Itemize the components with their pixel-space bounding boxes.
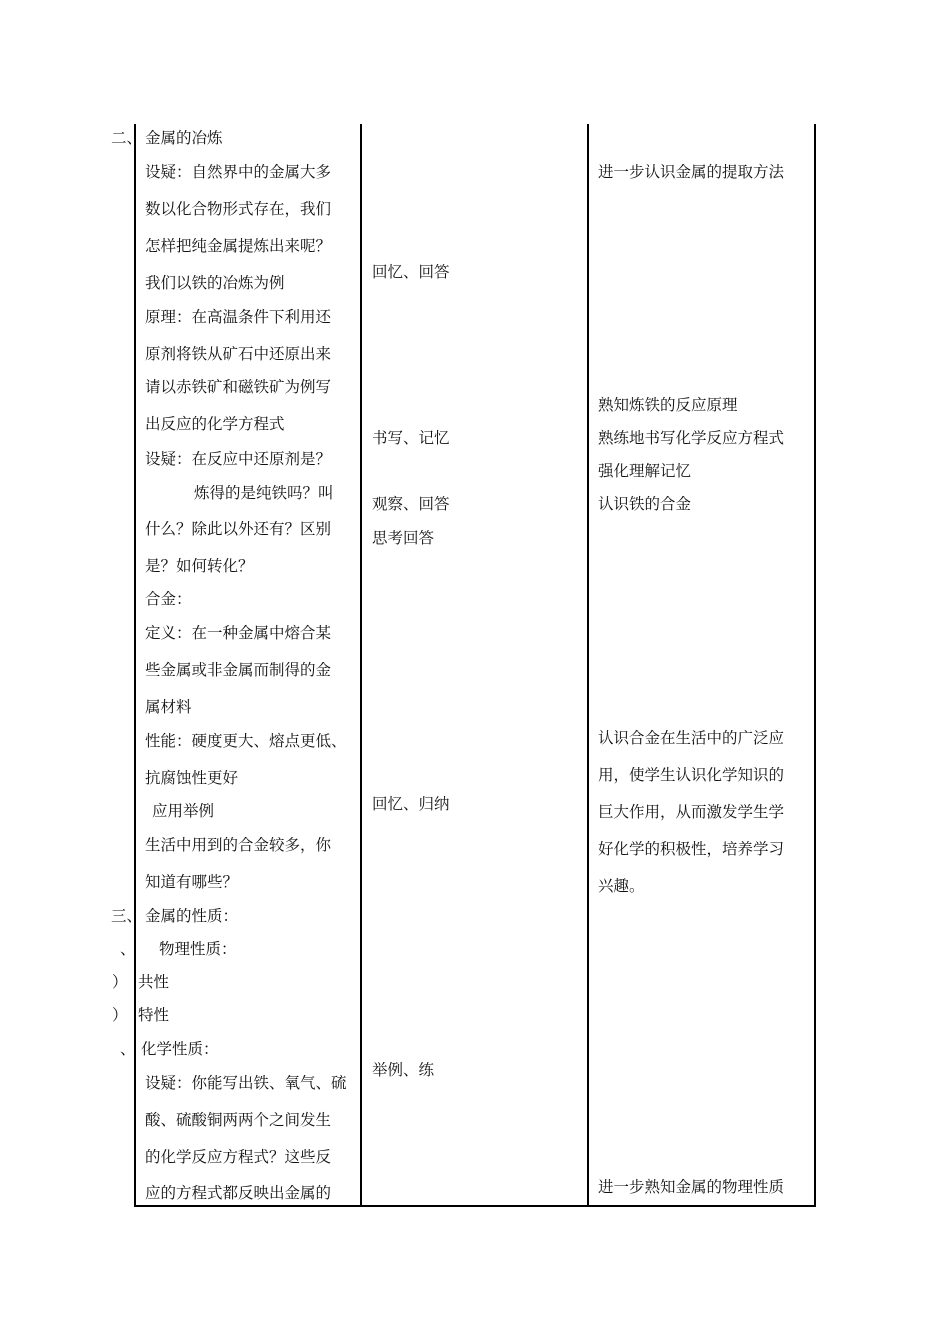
- table-bottom-border: [134, 1205, 816, 1207]
- teacher-text-line: 酸、硫酸铜两两个之间发生: [145, 1111, 332, 1129]
- teacher-text-line: 特性: [138, 1006, 170, 1024]
- teacher-text-line: 应用举例: [152, 802, 215, 820]
- student-text-line: 回忆、回答: [372, 263, 450, 281]
- student-text-line: 思考回答: [372, 529, 435, 547]
- teacher-text-line: ）: [112, 973, 128, 991]
- teacher-text-line: 、: [120, 1040, 136, 1058]
- intent-text-line: 兴趣。: [598, 877, 645, 895]
- teacher-text-line: 的化学反应方程式？这些反: [145, 1148, 332, 1166]
- teacher-text-line: 设疑：自然界中的金属大多: [145, 163, 332, 181]
- teacher-text-line: 些金属或非金属而制得的金: [145, 661, 332, 679]
- teacher-text-line: 设疑：在反应中还原剂是？: [145, 450, 332, 468]
- intent-text-line: 巨大作用，从而激发学生学: [598, 803, 785, 821]
- teacher-text-line: 合金：: [145, 590, 192, 608]
- intent-text-line: 熟知炼铁的反应原理: [598, 396, 738, 414]
- intent-text-line: 认识合金在生活中的广泛应: [598, 729, 785, 747]
- teacher-text-line: 物理性质：: [159, 940, 237, 958]
- teacher-text-line: 定义：在一种金属中熔合某: [145, 624, 332, 642]
- intent-text-line: 熟练地书写化学反应方程式: [598, 429, 785, 447]
- teacher-text-line: 性能：硬度更大、熔点更低、: [145, 732, 347, 750]
- student-text-line: 举例、练: [372, 1061, 435, 1079]
- teacher-text-line: 我们以铁的冶炼为例: [145, 274, 285, 292]
- teacher-text-line: 炼得的是纯铁吗？叫: [194, 484, 334, 502]
- teacher-text-line: 二、: [111, 129, 143, 147]
- intent-text-line: 进一步认识金属的提取方法: [598, 163, 785, 181]
- student-text-line: 书写、记忆: [372, 429, 450, 447]
- intent-text-line: 用，使学生认识化学知识的: [598, 766, 785, 784]
- teacher-text-line: ）: [112, 1006, 128, 1024]
- teacher-text-line: 金属的性质：: [145, 907, 239, 925]
- teacher-text-line: 化学性质：: [141, 1040, 219, 1058]
- teacher-text-line: 、: [120, 940, 136, 958]
- teacher-text-line: 生活中用到的合金较多，你: [145, 836, 332, 854]
- teacher-text-line: 设疑：你能写出铁、氧气、硫: [145, 1074, 347, 1092]
- intent-text-line: 进一步熟知金属的物理性质: [598, 1178, 785, 1196]
- table-column-divider-2: [587, 124, 589, 1207]
- intent-text-line: 好化学的积极性，培养学习: [598, 840, 785, 858]
- intent-text-line: 认识铁的合金: [598, 495, 692, 513]
- teacher-text-line: 三、: [111, 907, 143, 925]
- teacher-text-line: 共性: [138, 973, 170, 991]
- teacher-text-line: 属材料: [145, 698, 192, 716]
- table-right-border: [814, 124, 816, 1207]
- teacher-text-line: 请以赤铁矿和磁铁矿为例写: [145, 378, 332, 396]
- teacher-text-line: 数以化合物形式存在，我们: [145, 200, 332, 218]
- student-text-line: 观察、回答: [372, 495, 450, 513]
- teacher-text-line: 原理：在高温条件下利用还: [145, 308, 332, 326]
- teacher-text-line: 抗腐蚀性更好: [145, 769, 239, 787]
- student-text-line: 回忆、归纳: [372, 795, 450, 813]
- teacher-text-line: 知道有哪些？: [145, 873, 239, 891]
- table-column-divider-1: [360, 124, 362, 1207]
- teacher-text-line: 应的方程式都反映出金属的: [145, 1184, 332, 1202]
- teacher-text-line: 怎样把纯金属提炼出来呢？: [145, 237, 332, 255]
- intent-text-line: 强化理解记忆: [598, 462, 692, 480]
- teacher-text-line: 是？如何转化？: [145, 557, 254, 575]
- teacher-text-line: 原剂将铁从矿石中还原出来: [145, 345, 332, 363]
- teacher-text-line: 出反应的化学方程式: [145, 415, 285, 433]
- teacher-text-line: 金属的冶炼: [145, 129, 223, 147]
- teacher-text-line: 什么？除此以外还有？区别: [145, 520, 332, 538]
